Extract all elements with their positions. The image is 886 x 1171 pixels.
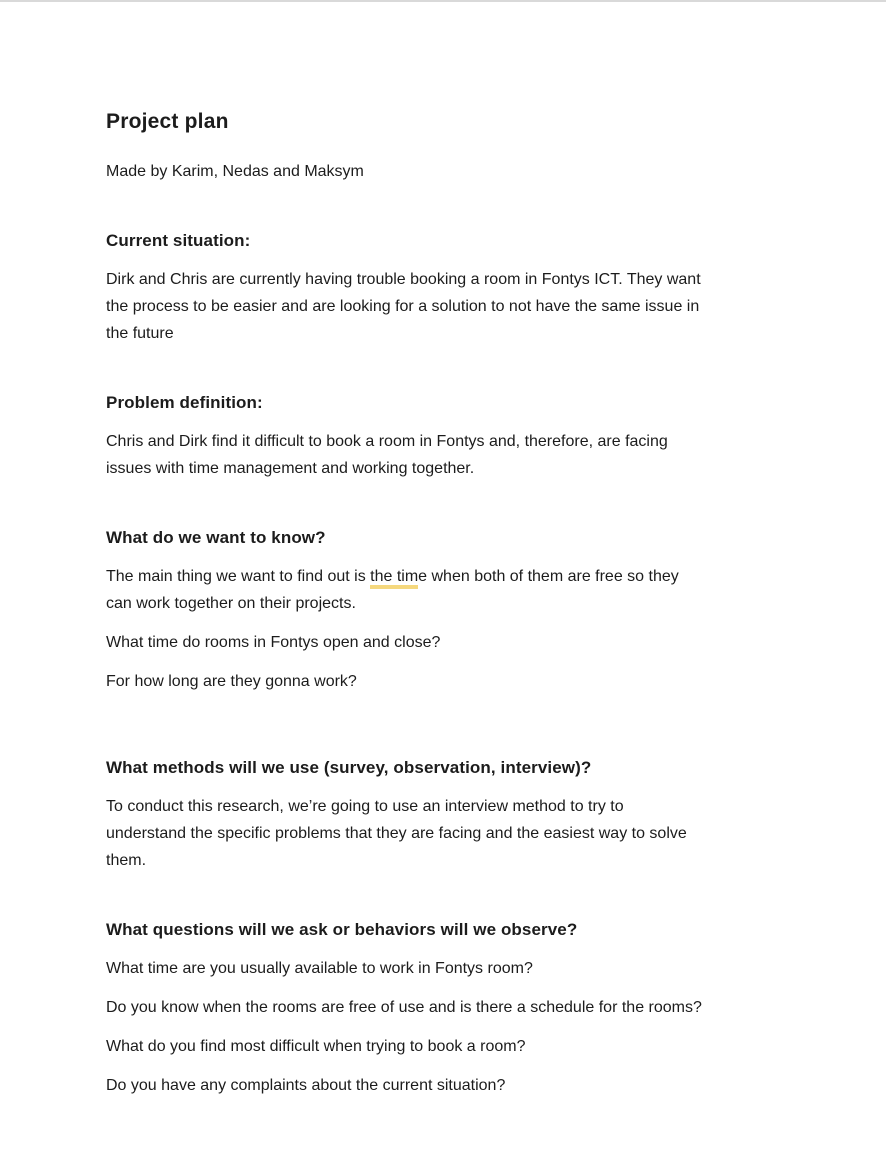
text-segment: The main thing we want to find out is: [106, 568, 371, 585]
section-heading-current-situation[interactable]: Current situation:: [106, 231, 251, 250]
text-line[interactable]: What time do rooms in Fontys open and close?: [106, 634, 441, 651]
text-line[interactable]: For how long are they gonna work?: [106, 673, 357, 690]
text-line[interactable]: What do you find most difficult when trying to book a room?: [106, 1038, 526, 1055]
suggestion-underline[interactable]: the tim: [370, 568, 418, 589]
paragraph[interactable]: [106, 793, 780, 874]
text-line[interactable]: Do you have any complaints about the current situation?: [106, 1077, 506, 1094]
section-problem-definition: [106, 389, 780, 482]
section-what-methods: [106, 754, 780, 874]
paragraph[interactable]: [106, 266, 780, 347]
section-heading-what-questions[interactable]: What questions will we ask or behaviors will we observe?: [106, 920, 578, 939]
paragraph[interactable]: [106, 994, 780, 1021]
text-line[interactable]: the future: [106, 325, 174, 342]
text-line[interactable]: the process to be easier and are looking for a solution to not have the same issue in: [106, 298, 700, 315]
text-line[interactable]: Do you know when the rooms are free of use and is there a schedule for the rooms?: [106, 999, 702, 1016]
paragraph[interactable]: [106, 955, 780, 982]
text-line[interactable]: Dirk and Chris are currently having trouble booking a room in Fontys ICT. They want: [106, 271, 701, 288]
text-line[interactable]: can work together on their projects.: [106, 595, 356, 612]
paragraph[interactable]: [106, 1033, 780, 1060]
paragraph[interactable]: [106, 668, 780, 695]
text-line[interactable]: issues with time management and working together.: [106, 460, 475, 477]
text-line[interactable]: them.: [106, 852, 147, 869]
paragraph[interactable]: [106, 629, 780, 656]
section-heading-what-methods[interactable]: What methods will we use (survey, observation, interview)?: [106, 758, 592, 777]
document-canvas[interactable]: [0, 2, 886, 1099]
paragraph[interactable]: [106, 563, 780, 617]
text-line[interactable]: What time are you usually available to work in Fontys room?: [106, 960, 533, 977]
section-what-do-we-want-to-know: [106, 524, 780, 695]
text-segment: e when both of them are free so they: [418, 568, 679, 585]
text-line[interactable]: To conduct this research, we’re going to use an interview method to try to: [106, 798, 624, 815]
text-line[interactable]: understand the specific problems that they are facing and the easiest way to solve: [106, 825, 687, 842]
section-current-situation: [106, 227, 780, 347]
doc-byline[interactable]: Made by Karim, Nedas and Maksym: [106, 163, 364, 180]
text-line[interactable]: Chris and Dirk find it difficult to book a room in Fontys and, therefore, are facing: [106, 433, 668, 450]
text-line[interactable]: [106, 563, 780, 590]
section-what-questions: [106, 916, 780, 1099]
paragraph[interactable]: [106, 428, 780, 482]
section-heading-what-do-we-want-to-know[interactable]: What do we want to know?: [106, 528, 326, 547]
paragraph[interactable]: [106, 1072, 780, 1099]
doc-title[interactable]: Project plan: [106, 110, 229, 133]
section-heading-problem-definition[interactable]: Problem definition:: [106, 393, 263, 412]
